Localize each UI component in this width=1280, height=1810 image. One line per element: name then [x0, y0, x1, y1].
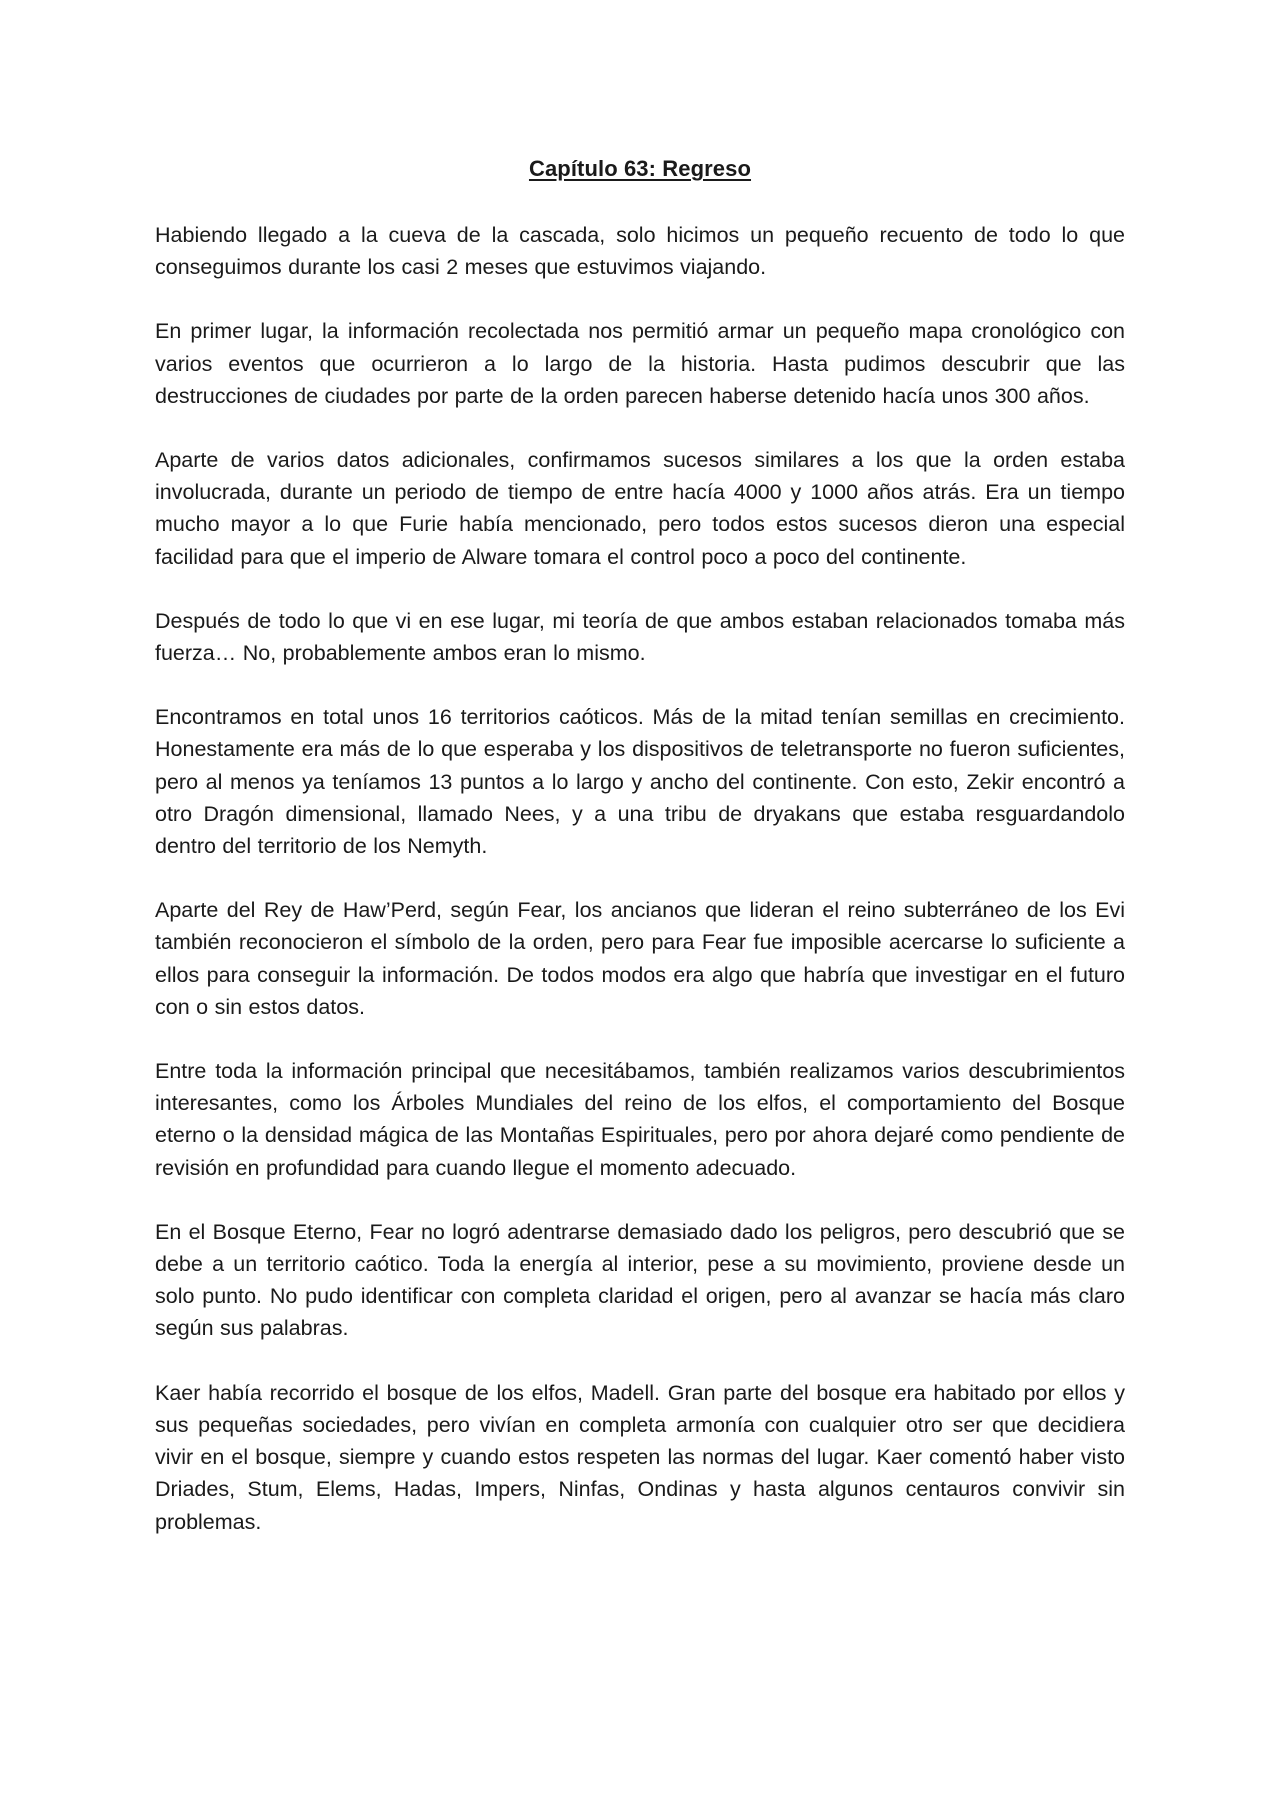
paragraph-9: Kaer había recorrido el bosque de los elfos, Madell. Gran parte del bosque era habitado por ellos y sus pequeñas sociedades, pero vivían en completa armonía con cualquier otro ser que decidiera vivir en el bosque, siempre y cuando estos respeten las normas del lugar. Kaer comentó haber visto Driades, Stum, Elems, Hadas, Impers, Ninfas, Ondinas y hasta algunos centauros convivir sin problemas. [155, 1380, 1125, 1534]
paragraph-8: En el Bosque Eterno, Fear no logró adentrarse demasiado dado los peligros, pero descubrió que se debe a un territorio caótico. Toda la energía al interior, pese a su movimiento, proviene desde un solo punto. No pudo identificar con completa claridad el origen, pero al avanzar se hacía más claro según sus palabras. [155, 1219, 1125, 1341]
chapter-title: Capítulo 63: Regreso [528, 156, 752, 181]
paragraph-5: Encontramos en total unos 16 territorios caóticos. Más de la mitad tenían semillas en crecimiento. Honestamente era más de lo que esperaba y los dispositivos de teletransporte no fueron suficientes, pero al menos ya teníamos 13 puntos a lo largo y ancho del continente. Con esto, Zekir encontró a otro Dragón dimensional, llamado Nees, y a una tribu de dryakans que estaba resguardandolo dentro del territorio de los Nemyth. [155, 705, 1125, 859]
paragraph-6: Aparte del Rey de Haw’Perd, según Fear, los ancianos que lideran el reino subterráneo de los Evi también reconocieron el símbolo de la orden, pero para Fear fue imposible acercarse lo suficiente a ellos para conseguir la información. De todos modos era algo que habría que investigar en el futuro con o sin estos datos. [155, 898, 1125, 1019]
paragraph-1: Habiendo llegado a la cueva de la cascada, solo hicimos un pequeño recuento de todo lo que conseguimos durante los casi 2 meses que estuvimos viajando. [155, 223, 1125, 280]
paragraph-2: En primer lugar, la información recolectada nos permitió armar un pequeño mapa cronológico con varios eventos que ocurrieron a lo largo de la historia. Hasta pudimos descubrir que las destrucciones de ciudades por parte de la orden parecen haberse detenido hacía unos 300 años. [155, 319, 1125, 408]
paragraph-7: Entre toda la información principal que necesitábamos, también realizamos varios descubrimientos interesantes, como los Árboles Mundiales del reino de los elfos, el comportamiento del Bosque eterno o la densidad mágica de las Montañas Espirituales, pero por ahora dejaré como pendiente de revisión en profundidad para cuando llegue el momento adecuado. [155, 1059, 1125, 1180]
paragraph-4: Después de todo lo que vi en ese lugar, mi teoría de que ambos estaban relacionados tomaba más fuerza… No, probablemente ambos eran lo mismo. [155, 608, 1125, 666]
document-body [155, 219, 1125, 1570]
paragraph-3: Aparte de varios datos adicionales, confirmamos sucesos similares a los que la orden estaba involucrada, durante un periodo de tiempo de entre hacía 4000 y 1000 años atrás. Era un tiempo mucho mayor a lo que Furie había mencionado, pero todos estos sucesos dieron una especial facilidad para que el imperio de Alware tomara el control poco a poco del continente. [155, 448, 1125, 569]
